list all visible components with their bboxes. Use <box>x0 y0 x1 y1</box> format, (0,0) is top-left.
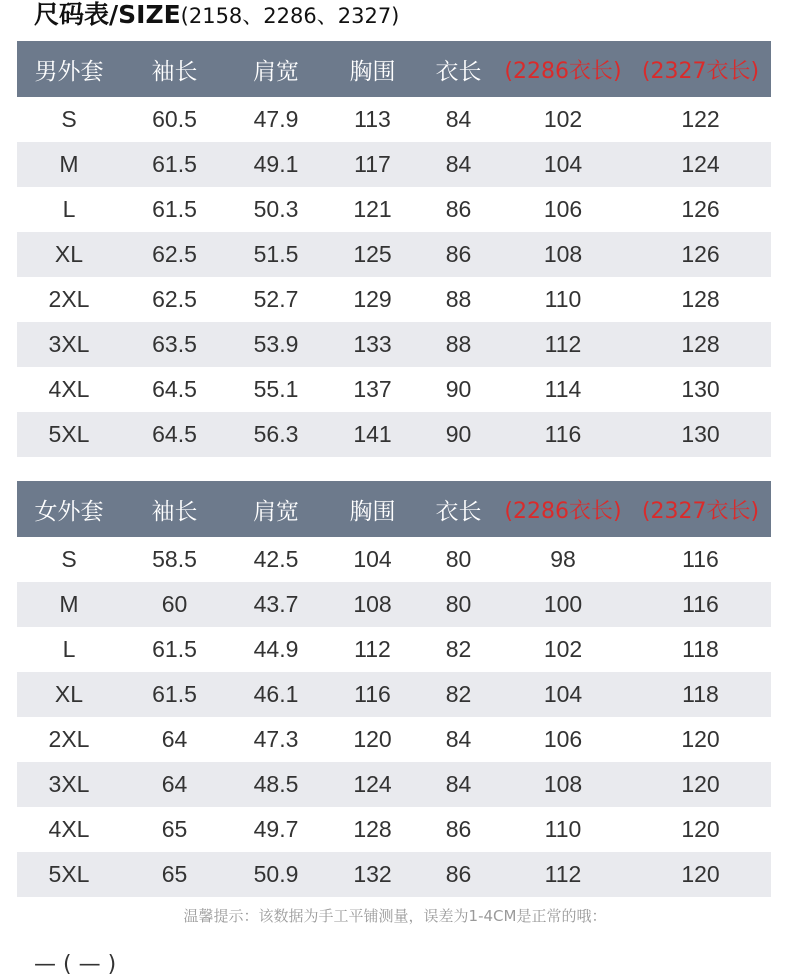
measurement-cell: 82 <box>421 672 496 717</box>
measurement-cell: 116 <box>682 546 719 572</box>
measurement-cell: 130 <box>681 376 720 402</box>
size-label: L <box>62 196 76 222</box>
size-label: 3XL <box>17 322 121 367</box>
measurement-cell: 62.5 <box>121 232 228 277</box>
measurement-cell: 126 <box>681 196 720 222</box>
measurement-cell: 90 <box>421 412 496 457</box>
page-title <box>34 0 399 36</box>
mens-jacket-size-table <box>17 41 771 457</box>
size-label: L <box>62 636 76 662</box>
measurement-cell: 116 <box>324 672 421 717</box>
measurement-cell: 61.5 <box>121 672 228 717</box>
column-header: 袖长 <box>121 41 228 97</box>
measurement-cell: 118 <box>630 672 771 717</box>
measurement-cell: 129 <box>353 286 392 312</box>
measurement-cell: 50.9 <box>228 852 324 897</box>
measurement-cell: 82 <box>445 636 472 662</box>
size-label: 2XL <box>48 286 90 312</box>
measurement-cell: 102 <box>543 636 583 662</box>
column-header: (2327衣长) <box>630 481 771 537</box>
cropped-next-title: — ( — ) <box>34 952 117 977</box>
table-row <box>17 97 771 142</box>
measurement-cell: 60 <box>121 582 228 627</box>
size-label: 3XL <box>17 762 121 807</box>
column-header: 男外套 <box>17 41 121 97</box>
column-header: 袖长 <box>121 481 228 537</box>
column-header: 肩宽 <box>228 41 324 97</box>
measurement-cell: 64 <box>121 762 228 807</box>
measurement-cell: 124 <box>630 142 771 187</box>
measurement-cell: 104 <box>496 142 630 187</box>
size-label: 5XL <box>17 412 121 457</box>
measurement-cell: 141 <box>324 412 421 457</box>
measurement-cell: 58.5 <box>152 546 197 572</box>
size-label: M <box>17 582 121 627</box>
column-header: 肩宽 <box>228 481 324 537</box>
measurement-cell: 104 <box>496 672 630 717</box>
table-row <box>17 717 771 762</box>
measurement-cell: 112 <box>496 852 630 897</box>
measurement-cell: 80 <box>421 582 496 627</box>
table-row <box>17 537 771 582</box>
measurement-cell: 116 <box>496 412 630 457</box>
measurement-cell: 128 <box>353 816 392 842</box>
measurement-cell: 128 <box>630 322 771 367</box>
measurement-cell: 121 <box>353 196 392 222</box>
measurement-cell: 64 <box>161 726 188 752</box>
measurement-cell: 132 <box>324 852 421 897</box>
column-header: 衣长 <box>421 41 496 97</box>
measurement-cell: 86 <box>445 816 472 842</box>
measurement-cell: 64.5 <box>152 376 197 402</box>
measurement-cell: 86 <box>445 196 472 222</box>
womens-jacket-size-table <box>17 481 771 897</box>
measurement-cell: 84 <box>421 762 496 807</box>
measurement-cell: 42.5 <box>253 546 299 572</box>
measurement-cell: 51.5 <box>228 232 324 277</box>
table-row <box>17 807 771 852</box>
measurement-cell: 116 <box>630 582 771 627</box>
column-header: 衣长 <box>421 481 496 537</box>
measurement-cell: 65 <box>161 816 188 842</box>
measurement-cell: 50.3 <box>253 196 299 222</box>
measurement-cell: 64.5 <box>121 412 228 457</box>
size-label: XL <box>17 672 121 717</box>
measurement-cell: 112 <box>354 636 391 662</box>
size-label: XL <box>17 232 121 277</box>
measurement-note: 温馨提示：该数据为手工平铺测量，误差为1-4CM是正常的哦： <box>183 907 607 925</box>
table-row <box>17 142 771 187</box>
column-header: 胸围 <box>324 41 421 97</box>
measurement-cell: 47.9 <box>253 106 299 132</box>
table-row <box>17 762 771 807</box>
size-label: 2XL <box>48 726 90 752</box>
measurement-cell: 49.1 <box>228 142 324 187</box>
table-row <box>17 367 771 412</box>
measurement-cell: 98 <box>550 546 576 572</box>
measurement-cell: 110 <box>544 286 582 312</box>
measurement-cell: 114 <box>544 376 582 402</box>
measurement-cell: 118 <box>682 636 719 662</box>
measurement-cell: 53.9 <box>228 322 324 367</box>
measurement-cell: 56.3 <box>228 412 324 457</box>
measurement-cell: 90 <box>445 376 472 402</box>
measurement-cell: 122 <box>681 106 720 132</box>
measurement-cell: 80 <box>445 546 472 572</box>
measurement-cell: 49.7 <box>253 816 299 842</box>
measurement-cell: 65 <box>121 852 228 897</box>
measurement-cell: 120 <box>630 852 771 897</box>
measurement-cell: 104 <box>353 546 392 572</box>
column-header: 胸围 <box>324 481 421 537</box>
measurement-cell: 133 <box>324 322 421 367</box>
measurement-cell: 102 <box>543 106 583 132</box>
measurement-cell: 120 <box>353 726 392 752</box>
measurement-cell: 43.7 <box>228 582 324 627</box>
table-header-row <box>17 481 771 537</box>
measurement-cell: 113 <box>354 106 391 132</box>
table-row <box>17 672 771 717</box>
measurement-cell: 61.5 <box>152 196 197 222</box>
table-row <box>17 187 771 232</box>
measurement-cell: 110 <box>544 816 582 842</box>
size-label: S <box>61 106 77 132</box>
table-row <box>17 582 771 627</box>
measurement-cell: 108 <box>496 762 630 807</box>
table-row <box>17 852 771 897</box>
table-row <box>17 322 771 367</box>
title-main: 尺码表/SIZE <box>34 0 181 29</box>
size-label: 4XL <box>48 376 90 402</box>
measurement-cell: 63.5 <box>121 322 228 367</box>
table-header-row <box>17 41 771 97</box>
title-models: (2158、2286、2327) <box>180 4 400 28</box>
size-label: 4XL <box>48 816 90 842</box>
measurement-cell: 125 <box>324 232 421 277</box>
column-header: (2327衣长) <box>630 41 771 97</box>
measurement-cell: 46.1 <box>228 672 324 717</box>
measurement-cell: 130 <box>630 412 771 457</box>
measurement-cell: 84 <box>445 106 472 132</box>
column-header: (2286衣长) <box>496 481 630 537</box>
measurement-cell: 88 <box>421 322 496 367</box>
measurement-cell: 48.5 <box>228 762 324 807</box>
measurement-cell: 84 <box>421 142 496 187</box>
table-row <box>17 412 771 457</box>
measurement-cell: 117 <box>324 142 421 187</box>
size-label: 5XL <box>17 852 121 897</box>
measurement-cell: 62.5 <box>152 286 197 312</box>
measurement-cell: 55.1 <box>253 376 299 402</box>
measurement-cell: 61.5 <box>121 142 228 187</box>
table-row <box>17 627 771 672</box>
measurement-cell: 86 <box>421 852 496 897</box>
column-header: (2286衣长) <box>496 41 630 97</box>
measurement-cell: 108 <box>496 232 630 277</box>
measurement-cell: 120 <box>681 816 720 842</box>
measurement-cell: 86 <box>421 232 496 277</box>
measurement-cell: 84 <box>445 726 472 752</box>
measurement-cell: 120 <box>630 762 771 807</box>
measurement-cell: 44.9 <box>253 636 299 662</box>
size-label: M <box>17 142 121 187</box>
table-row <box>17 232 771 277</box>
size-label: S <box>61 546 77 572</box>
table-row <box>17 277 771 322</box>
measurement-cell: 52.7 <box>253 286 299 312</box>
measurement-cell: 60.5 <box>152 106 197 132</box>
measurement-cell: 128 <box>681 286 720 312</box>
measurement-cell: 106 <box>543 726 583 752</box>
measurement-cell: 112 <box>496 322 630 367</box>
measurement-cell: 108 <box>324 582 421 627</box>
measurement-cell: 120 <box>681 726 720 752</box>
measurement-cell: 61.5 <box>152 636 197 662</box>
measurement-cell: 126 <box>630 232 771 277</box>
measurement-cell: 100 <box>496 582 630 627</box>
measurement-cell: 106 <box>543 196 583 222</box>
column-header: 女外套 <box>17 481 121 537</box>
measurement-cell: 137 <box>353 376 392 402</box>
measurement-cell: 47.3 <box>253 726 299 752</box>
measurement-cell: 124 <box>324 762 421 807</box>
measurement-cell: 88 <box>445 286 472 312</box>
